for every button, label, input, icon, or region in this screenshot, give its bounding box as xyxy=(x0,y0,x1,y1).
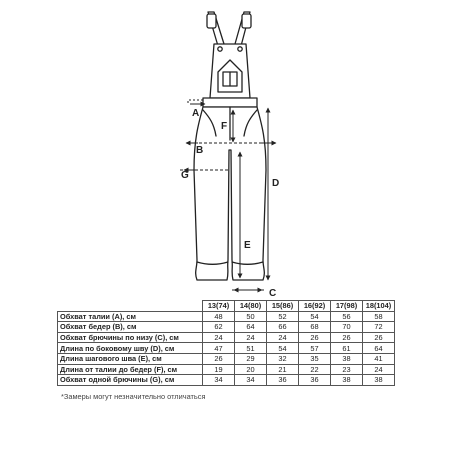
table-cell: 61 xyxy=(331,343,363,354)
table-cell: 64 xyxy=(235,322,267,333)
row-label: Длина по боковому шву (D), см xyxy=(58,343,203,354)
table-row xyxy=(58,311,395,322)
size-header: 15(86) xyxy=(267,301,299,312)
table-cell: 34 xyxy=(203,375,235,386)
table-row xyxy=(58,322,395,333)
size-header: 14(80) xyxy=(235,301,267,312)
size-header: 16(92) xyxy=(299,301,331,312)
table-cell: 47 xyxy=(203,343,235,354)
row-label: Длина шагового шва (E), см xyxy=(58,353,203,364)
table-cell: 58 xyxy=(363,311,395,322)
label-g: G xyxy=(181,170,189,181)
table-cell: 64 xyxy=(363,343,395,354)
table-cell: 24 xyxy=(267,332,299,343)
table-cell: 50 xyxy=(235,311,267,322)
table-cell: 23 xyxy=(331,364,363,375)
table-cell: 26 xyxy=(331,332,363,343)
table-cell: 56 xyxy=(331,311,363,322)
table-row xyxy=(58,364,395,375)
table-cell: 24 xyxy=(235,332,267,343)
label-c: C xyxy=(269,288,277,299)
label-a: A xyxy=(192,108,200,119)
row-label: Обхват брючины по низу (C), см xyxy=(58,332,203,343)
table-cell: 52 xyxy=(267,311,299,322)
table-cell: 21 xyxy=(267,364,299,375)
row-label: Обхват одной брючины (G), см xyxy=(58,375,203,386)
table-cell: 34 xyxy=(235,375,267,386)
table-cell: 54 xyxy=(299,311,331,322)
table-cell: 41 xyxy=(363,353,395,364)
row-label: Обхват талии (A), см xyxy=(58,311,203,322)
table-cell: 68 xyxy=(299,322,331,333)
table-cell: 38 xyxy=(331,375,363,386)
table-cell: 29 xyxy=(235,353,267,364)
row-label: Обхват бедер (B), см xyxy=(58,322,203,333)
waistband xyxy=(203,98,257,107)
label-f: F xyxy=(221,121,228,132)
size-header: 13(74) xyxy=(203,301,235,312)
size-header: 17(98) xyxy=(331,301,363,312)
left-buckle xyxy=(207,14,216,28)
table-row xyxy=(58,375,395,386)
table-cell: 24 xyxy=(203,332,235,343)
table-cell: 51 xyxy=(235,343,267,354)
size-header: 18(104) xyxy=(363,301,395,312)
table-cell: 38 xyxy=(331,353,363,364)
table-cell: 36 xyxy=(299,375,331,386)
table-cell: 20 xyxy=(235,364,267,375)
table-cell: 35 xyxy=(299,353,331,364)
label-b: B xyxy=(196,145,204,156)
table-cell: 38 xyxy=(363,375,395,386)
table-cell: 62 xyxy=(203,322,235,333)
label-e: E xyxy=(244,240,251,251)
table-cell: 66 xyxy=(267,322,299,333)
table-body xyxy=(58,311,395,385)
table-cell: 19 xyxy=(203,364,235,375)
size-table xyxy=(57,300,395,386)
measurement-note: *Замеры могут незначительно отличаться xyxy=(61,392,206,401)
table-header-row xyxy=(58,301,395,312)
table-cell: 72 xyxy=(363,322,395,333)
table-cell: 36 xyxy=(267,375,299,386)
table-row xyxy=(58,353,395,364)
right-buckle xyxy=(242,14,251,28)
table-cell: 32 xyxy=(267,353,299,364)
table-cell: 24 xyxy=(363,364,395,375)
table-cell: 26 xyxy=(299,332,331,343)
table-cell: 26 xyxy=(203,353,235,364)
table-corner xyxy=(58,301,203,312)
table-cell: 54 xyxy=(267,343,299,354)
label-d: D xyxy=(272,178,280,189)
table-cell: 70 xyxy=(331,322,363,333)
row-label: Длина от талии до бедер (F), см xyxy=(58,364,203,375)
table-row xyxy=(58,332,395,343)
table-cell: 26 xyxy=(363,332,395,343)
table-cell: 48 xyxy=(203,311,235,322)
table-cell: 22 xyxy=(299,364,331,375)
table-cell: 57 xyxy=(299,343,331,354)
table-row xyxy=(58,343,395,354)
